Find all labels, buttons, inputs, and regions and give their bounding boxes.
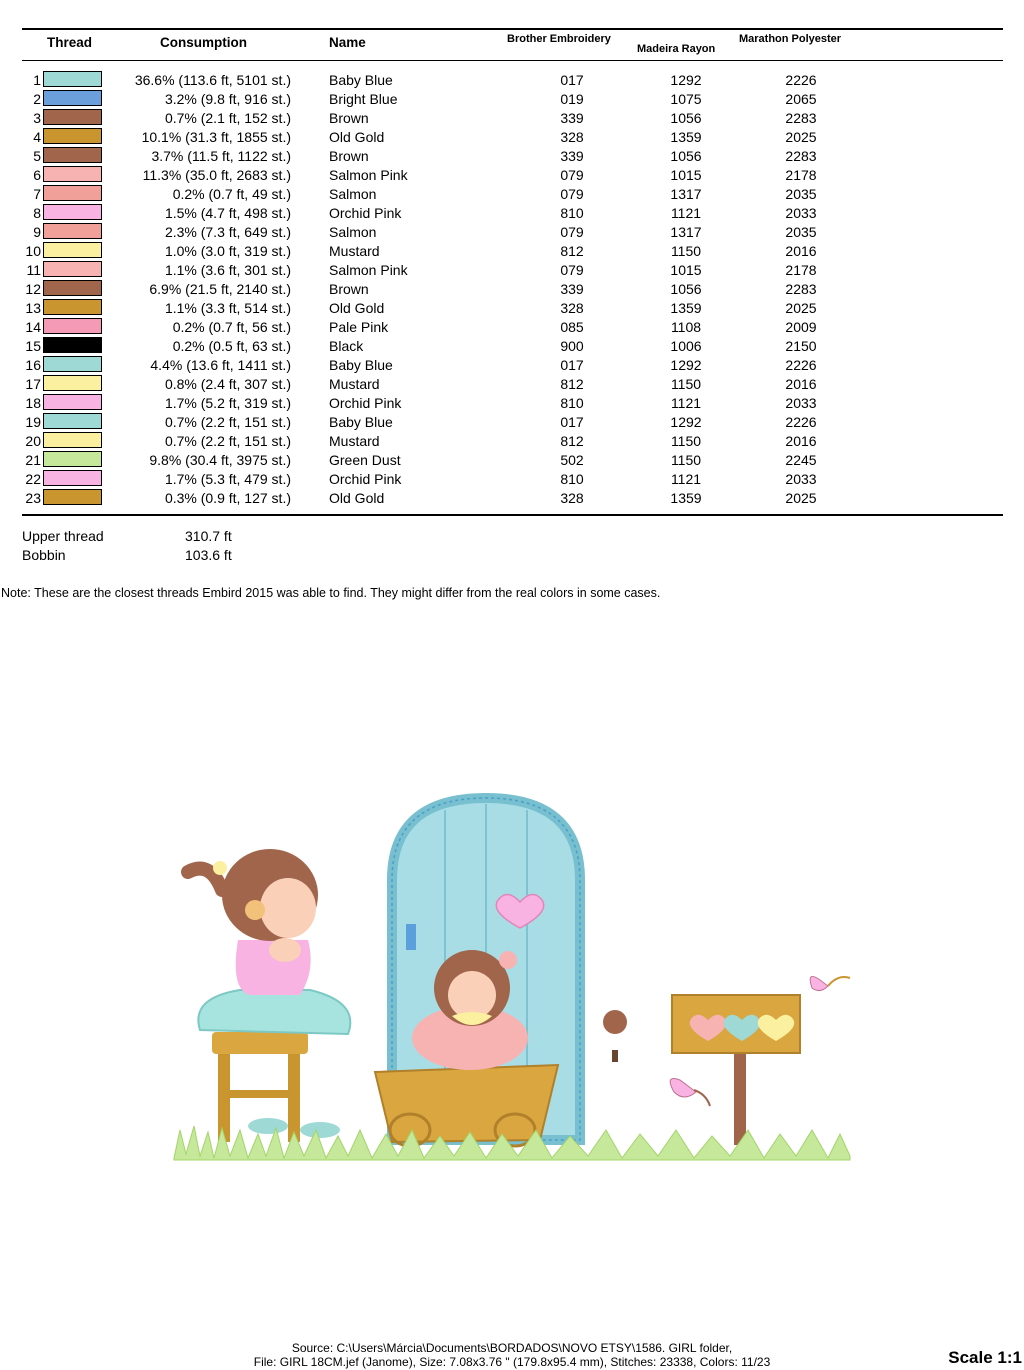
thread-number: 17 [25,376,41,392]
marathon-code: 2150 [785,338,817,354]
brother-code: 339 [560,148,584,164]
thread-name: Salmon Pink [329,262,408,278]
thread-number: 8 [33,205,41,221]
thread-number: 1 [33,72,41,88]
thread-number: 22 [25,471,41,487]
thread-number: 21 [25,452,41,468]
brother-code: 339 [560,110,584,126]
madeira-code: 1108 [670,319,702,335]
header-brother: Brother Embroidery [507,33,611,45]
bobbin-value: 103.6 ft [185,547,232,563]
thread-number: 14 [25,319,41,335]
table-row [0,241,1024,260]
madeira-code: 1150 [670,376,702,392]
marathon-code: 2025 [785,300,817,316]
table-row [0,70,1024,89]
note-text: Note: These are the closest threads Embird 2015 was able to find. They might differ from the real colors in some cases. [1,586,661,600]
thread-number: 5 [33,148,41,164]
color-swatch [43,128,102,144]
embroidery-preview [160,790,860,1170]
brother-code: 812 [560,376,584,392]
brother-code: 812 [560,433,584,449]
thread-consumption: 0.3% (0.9 ft, 127 st.) [164,490,291,506]
table-row [0,222,1024,241]
header-madeira: Madeira Rayon [637,43,716,55]
thread-number: 18 [25,395,41,411]
marathon-code: 2033 [785,205,817,221]
color-swatch [43,470,102,486]
madeira-code: 1359 [670,490,702,506]
thread-number: 6 [33,167,41,183]
girl-illustration [188,849,350,1142]
madeira-code: 1015 [670,262,702,278]
table-row [0,412,1024,431]
thread-name: Salmon Pink [329,167,408,183]
brother-code: 079 [560,167,584,183]
table-row [0,165,1024,184]
thread-number: 23 [25,490,41,506]
thread-name: Brown [329,281,369,297]
table-row [0,355,1024,374]
thread-consumption: 1.1% (3.6 ft, 301 st.) [164,262,291,278]
thread-consumption: 0.7% (2.2 ft, 151 st.) [164,414,291,430]
thread-number: 4 [33,129,41,145]
marathon-code: 2065 [785,91,817,107]
madeira-code: 1075 [670,91,702,107]
marathon-code: 2178 [785,262,817,278]
color-swatch [43,242,102,258]
madeira-code: 1121 [670,395,702,411]
thread-consumption: 2.3% (7.3 ft, 649 st.) [164,224,291,240]
thread-name: Baby Blue [329,72,393,88]
thread-name: Salmon [329,224,377,240]
madeira-code: 1317 [670,224,702,240]
brother-code: 328 [560,129,584,145]
thread-name: Black [329,338,364,354]
butterfly-icon [670,1079,710,1107]
brother-code: 812 [560,243,584,259]
thread-consumption: 0.2% (0.7 ft, 49 st.) [172,186,291,202]
thread-name: Bright Blue [329,91,398,107]
table-row [0,317,1024,336]
header-marathon: Marathon Polyester [739,33,842,45]
thread-name: Pale Pink [329,319,389,335]
marathon-code: 2016 [785,433,817,449]
thread-number: 19 [25,414,41,430]
table-row [0,431,1024,450]
marathon-code: 2009 [785,319,817,335]
thread-consumption: 1.7% (5.2 ft, 319 st.) [164,395,291,411]
brother-code: 079 [560,262,584,278]
thread-name: Mustard [329,243,380,259]
brother-code: 079 [560,224,584,240]
madeira-code: 1121 [670,205,702,221]
brother-code: 502 [560,452,584,468]
marathon-code: 2226 [785,357,817,373]
thread-consumption: 1.0% (3.0 ft, 319 st.) [164,243,291,259]
thread-consumption: 3.2% (9.8 ft, 916 st.) [164,91,291,107]
color-swatch [43,299,102,315]
thread-number: 13 [25,300,41,316]
thread-name: Mustard [329,376,380,392]
color-swatch [43,204,102,220]
madeira-code: 1292 [670,414,702,430]
marathon-code: 2035 [785,224,817,240]
color-swatch [43,261,102,277]
table-row [0,260,1024,279]
madeira-code: 1006 [670,338,702,354]
color-swatch [43,413,102,429]
thread-consumption: 0.7% (2.1 ft, 152 st.) [164,110,291,126]
thread-name: Old Gold [329,490,385,506]
brother-code: 017 [560,414,584,430]
thread-name: Mustard [329,433,380,449]
table-row [0,184,1024,203]
madeira-code: 1359 [670,300,702,316]
marathon-code: 2226 [785,414,817,430]
thread-number: 11 [26,262,41,278]
brother-code: 328 [560,490,584,506]
thread-consumption: 36.6% (113.6 ft, 5101 st.) [134,72,291,88]
thread-consumption: 0.8% (2.4 ft, 307 st.) [164,376,291,392]
madeira-code: 1292 [670,357,702,373]
marathon-code: 2283 [785,148,817,164]
madeira-code: 1150 [670,452,702,468]
color-swatch [43,489,102,505]
brother-code: 328 [560,300,584,316]
table-row [0,279,1024,298]
table-row [0,393,1024,412]
thread-name: Brown [329,148,369,164]
color-swatch [43,185,102,201]
table-row [0,203,1024,222]
table-row [0,298,1024,317]
color-swatch [43,375,102,391]
color-swatch [43,451,102,467]
madeira-code: 1150 [670,433,702,449]
thread-number: 7 [33,186,41,202]
table-header-rule [22,60,1003,61]
thread-name: Baby Blue [329,357,393,373]
table-top-rule [22,28,1003,30]
marathon-code: 2025 [785,129,817,145]
footer-file-info: File: GIRL 18CM.jef (Janome), Size: 7.08x3.76 " (179.8x95.4 mm), Stitches: 23338, Colors: 11/23 [253,1355,771,1369]
color-swatch [43,90,102,106]
marathon-code: 2016 [785,243,817,259]
brother-code: 085 [560,319,584,335]
thread-name: Salmon [329,186,377,202]
color-swatch [43,280,102,296]
brother-code: 017 [560,357,584,373]
bobbin-label: Bobbin [22,547,66,563]
thread-name: Brown [329,110,369,126]
table-row [0,450,1024,469]
color-swatch [43,71,102,87]
thread-number: 10 [25,243,41,259]
color-swatch [43,318,102,334]
brother-code: 810 [560,395,584,411]
thread-consumption: 1.5% (4.7 ft, 498 st.) [164,205,291,221]
thread-consumption: 0.7% (2.2 ft, 151 st.) [164,433,291,449]
table-row [0,127,1024,146]
table-row [0,469,1024,488]
thread-name: Orchid Pink [329,471,402,487]
marathon-code: 2033 [785,471,817,487]
marathon-code: 2283 [785,281,817,297]
thread-name: Orchid Pink [329,205,402,221]
header-consumption: Consumption [160,35,247,50]
thread-name: Orchid Pink [329,395,402,411]
footer-source: Source: C:\Users\Márcia\Documents\BORDADOS\NOVO ETSY\1586. GIRL folder, [291,1341,733,1355]
madeira-code: 1150 [670,243,702,259]
color-swatch [43,109,102,125]
thread-consumption: 11.3% (35.0 ft, 2683 st.) [142,167,291,183]
table-row [0,488,1024,507]
color-swatch [43,394,102,410]
thread-name: Green Dust [329,452,401,468]
marathon-code: 2025 [785,490,817,506]
thread-number: 16 [25,357,41,373]
header-name: Name [329,35,366,50]
color-swatch [43,432,102,448]
marathon-code: 2245 [785,452,817,468]
thread-consumption: 3.7% (11.5 ft, 1122 st.) [151,148,291,164]
madeira-code: 1317 [670,186,702,202]
table-row [0,108,1024,127]
thread-consumption: 1.1% (3.3 ft, 514 st.) [164,300,291,316]
marathon-code: 2016 [785,376,817,392]
madeira-code: 1121 [670,471,702,487]
thread-number: 15 [25,338,41,354]
thread-consumption: 1.7% (5.3 ft, 479 st.) [164,471,291,487]
thread-consumption: 0.2% (0.7 ft, 56 st.) [172,319,291,335]
thread-name: Old Gold [329,129,385,145]
thread-consumption: 0.2% (0.5 ft, 63 st.) [172,338,291,354]
thread-number: 3 [33,110,41,126]
madeira-code: 1292 [670,72,702,88]
table-row [0,336,1024,355]
upper-thread-label: Upper thread [22,528,104,544]
madeira-code: 1359 [670,129,702,145]
thread-name: Baby Blue [329,414,393,430]
upper-thread-value: 310.7 ft [185,528,232,544]
marathon-code: 2178 [785,167,817,183]
thread-name: Old Gold [329,300,385,316]
butterfly-icon [810,976,850,990]
brother-code: 339 [560,281,584,297]
table-row [0,146,1024,165]
thread-consumption: 6.9% (21.5 ft, 2140 st.) [149,281,291,297]
header-thread: Thread [47,35,93,50]
brother-code: 900 [560,338,584,354]
madeira-code: 1015 [670,167,702,183]
marathon-code: 2283 [785,110,817,126]
thread-number: 20 [25,433,41,449]
table-bottom-rule [22,514,1003,516]
madeira-code: 1056 [670,148,702,164]
brother-code: 810 [560,205,584,221]
scale-label: Scale 1:1 [948,1348,1022,1367]
marathon-code: 2226 [785,72,817,88]
thread-number: 2 [33,91,41,107]
madeira-code: 1056 [670,110,702,126]
brother-code: 019 [560,91,584,107]
color-swatch [43,356,102,372]
color-swatch [43,166,102,182]
thread-consumption: 4.4% (13.6 ft, 1411 st.) [150,357,291,373]
table-row [0,89,1024,108]
color-swatch [43,337,102,353]
brother-code: 079 [560,186,584,202]
brother-code: 017 [560,72,584,88]
marathon-code: 2033 [785,395,817,411]
marathon-code: 2035 [785,186,817,202]
madeira-code: 1056 [670,281,702,297]
table-row [0,374,1024,393]
brother-code: 810 [560,471,584,487]
thread-consumption: 10.1% (31.3 ft, 1855 st.) [141,129,291,145]
color-swatch [43,223,102,239]
thread-number: 12 [25,281,41,297]
color-swatch [43,147,102,163]
sign-illustration [672,995,800,1145]
thread-consumption: 9.8% (30.4 ft, 3975 st.) [149,452,291,468]
thread-number: 9 [33,224,41,240]
